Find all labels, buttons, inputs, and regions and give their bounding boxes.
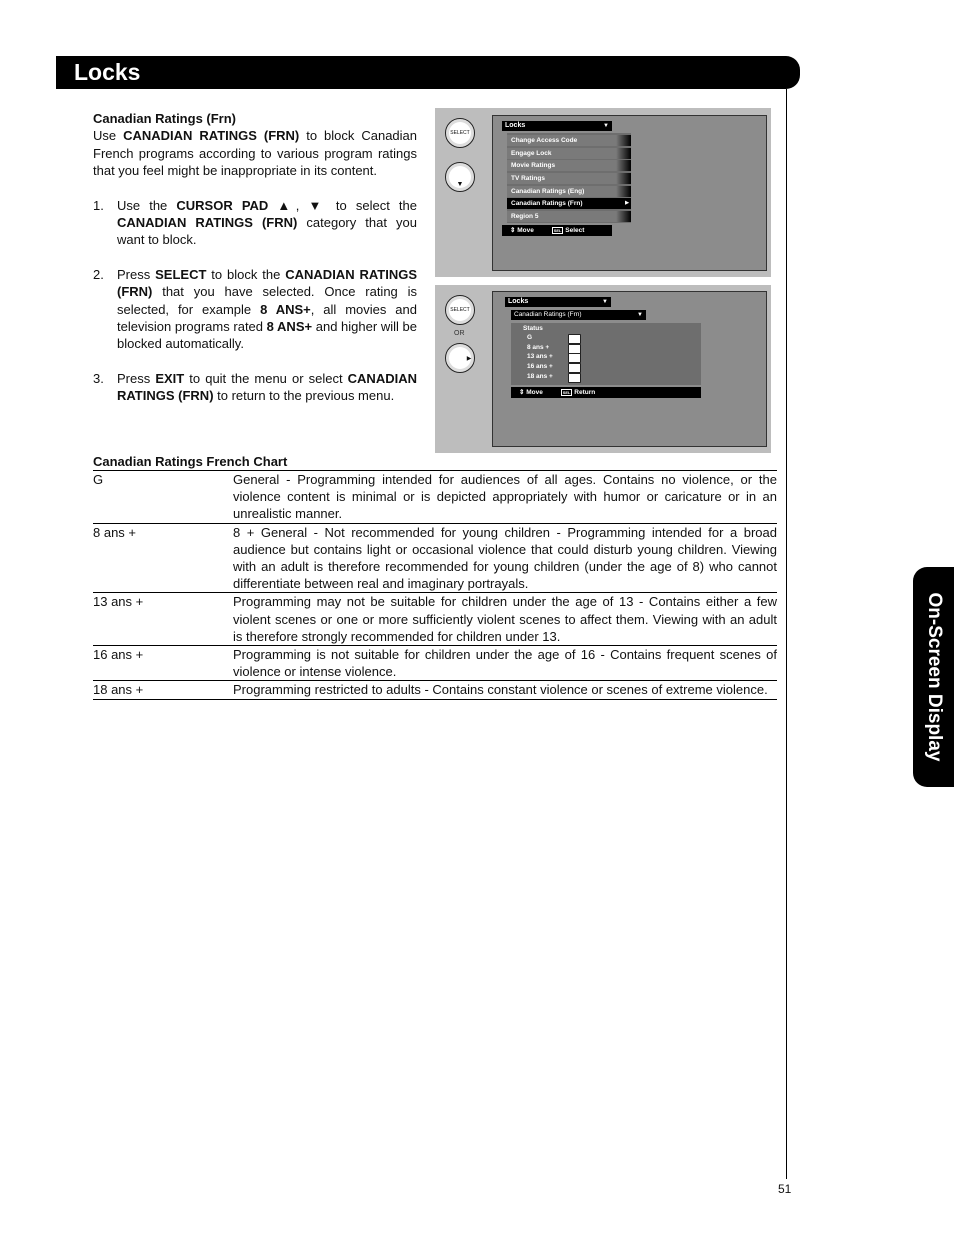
lock-icon[interactable] xyxy=(568,363,581,373)
menu-title: Locks ▼ xyxy=(502,121,612,131)
step-text: Use the CURSOR PAD ▲, ▼ to select the CANADIAN RATINGS (FRN) category that you want to block. xyxy=(117,197,417,248)
column-divider xyxy=(786,89,787,1179)
move-arrows-icon: ⇕ xyxy=(519,389,525,396)
step-text: Press SELECT to block the CANADIAN RATINGS (FRN) that you have selected. Once rating is selected, for example 8 ANS+, all movies and television programs rated 8 ANS+ and higher will be blocked automatically. xyxy=(117,266,418,352)
tv-screen xyxy=(492,115,767,271)
menu-item[interactable]: TV Ratings xyxy=(507,173,631,184)
rating-cell: 16 ans + xyxy=(93,647,144,663)
menu-footer: ⇕ Move SEL Select xyxy=(502,225,612,236)
menu-item[interactable]: Change Access Code xyxy=(507,135,631,146)
cursor-pad-right-icon: ▶ xyxy=(445,343,475,373)
description-cell: Programming may not be suitable for children under the age of 13 - Contains either a few violent scenes or one or more sufficiently violent scenes to affect them. Viewing with an adult is therefore strongly recommended for children under 13. xyxy=(233,594,777,644)
rating-label: 18 ans + xyxy=(527,373,553,380)
lock-icon[interactable] xyxy=(568,334,581,344)
side-tab-label: On-Screen Display xyxy=(923,592,945,762)
move-arrows-icon: ⇕ xyxy=(510,227,516,234)
section-heading: Canadian Ratings (Frn) xyxy=(93,111,237,126)
step-number: 1. xyxy=(93,197,104,213)
description-cell: 8 + General - Not recommended for young children - Programming intended for a broad audience but contains light or occasional violence that could disturb young children. Viewing with an adult is therefore recommended for young children (under the age of 8) who cannot differentiate between real and imaginary portrayals. xyxy=(233,524,777,592)
intro-text: to block Canadian French programs according to various program ratings that you feel might be inappropriate in its content. xyxy=(93,128,418,179)
page-title: Locks xyxy=(74,59,141,85)
table-row xyxy=(93,524,777,594)
menu-item[interactable]: Movie Ratings xyxy=(507,160,631,171)
step-3 xyxy=(93,370,417,405)
menu-item-selected[interactable]: Canadian Ratings (Frn) ▶ xyxy=(507,198,631,209)
description-cell: Programming restricted to adults - Contains constant violence or scenes of extreme violence. xyxy=(233,682,768,698)
ratings-chart xyxy=(93,470,777,700)
lock-icon[interactable] xyxy=(568,353,581,363)
header-bar xyxy=(56,56,800,89)
lock-icon[interactable] xyxy=(568,373,581,383)
description-cell: General - Programming intended for audiences of all ages. Contains no violence, or the violence content is minimal or is depicted appropriately with humor or caricature or in an unrealistic manner. xyxy=(233,472,777,522)
rating-cell: G xyxy=(93,472,104,487)
step-2 xyxy=(93,266,417,353)
status-label: Status xyxy=(523,325,543,332)
table-row xyxy=(93,681,777,699)
description-cell: Programming is not suitable for children under the age of 16 - Contains frequent scenes of violence or intense violence. xyxy=(233,647,777,680)
select-button-icon: SELECT xyxy=(445,295,475,325)
intro-paragraph xyxy=(93,127,417,179)
rating-cell: 18 ans + xyxy=(93,682,144,698)
rating-label: 13 ans + xyxy=(527,353,553,360)
intro-bold: CANADIAN RATINGS (FRN) xyxy=(123,128,300,144)
menu-item[interactable]: Region 5 xyxy=(507,211,631,222)
menu-footer: ⇕ Move SEL Return xyxy=(511,387,701,398)
osd-screenshot-2 xyxy=(435,285,771,453)
step-number: 2. xyxy=(93,266,104,282)
table-row xyxy=(93,646,777,681)
submenu-title: Canadian Ratings (Frn) ▼ xyxy=(511,310,646,320)
or-label: OR xyxy=(454,330,465,337)
sel-icon: SEL xyxy=(553,228,562,233)
sel-icon: SEL xyxy=(562,390,571,395)
intro-text: Use xyxy=(93,128,124,144)
table-row xyxy=(93,593,777,646)
chart-title: Canadian Ratings French Chart xyxy=(93,454,288,469)
osd-screenshot-1 xyxy=(435,108,771,277)
side-tab xyxy=(913,567,954,787)
menu-item[interactable]: Canadian Ratings (Eng) xyxy=(507,186,631,197)
status-panel xyxy=(511,323,701,385)
select-button-icon: SELECT xyxy=(445,118,475,148)
step-1 xyxy=(93,197,417,249)
rating-label: 8 ans + xyxy=(527,344,550,351)
rating-label: 16 ans + xyxy=(527,363,553,370)
menu-list xyxy=(507,133,631,223)
tv-screen xyxy=(492,291,767,447)
table-row xyxy=(93,471,777,524)
rating-label: G xyxy=(527,334,533,341)
page-number: 51 xyxy=(778,1182,792,1196)
step-text: Press EXIT to quit the menu or select CANADIAN RATINGS (FRN) to return to the previous menu. xyxy=(117,370,417,404)
menu-title: Locks ▼ xyxy=(505,297,611,307)
rating-cell: 13 ans + xyxy=(93,594,144,610)
instructions xyxy=(93,110,417,405)
step-number: 3. xyxy=(93,370,104,386)
chevron-right-icon: ▶ xyxy=(625,200,629,206)
cursor-pad-down-icon: ▼ xyxy=(445,162,475,192)
rating-cell: 8 ans + xyxy=(93,524,137,540)
menu-item[interactable]: Engage Lock xyxy=(507,148,631,159)
